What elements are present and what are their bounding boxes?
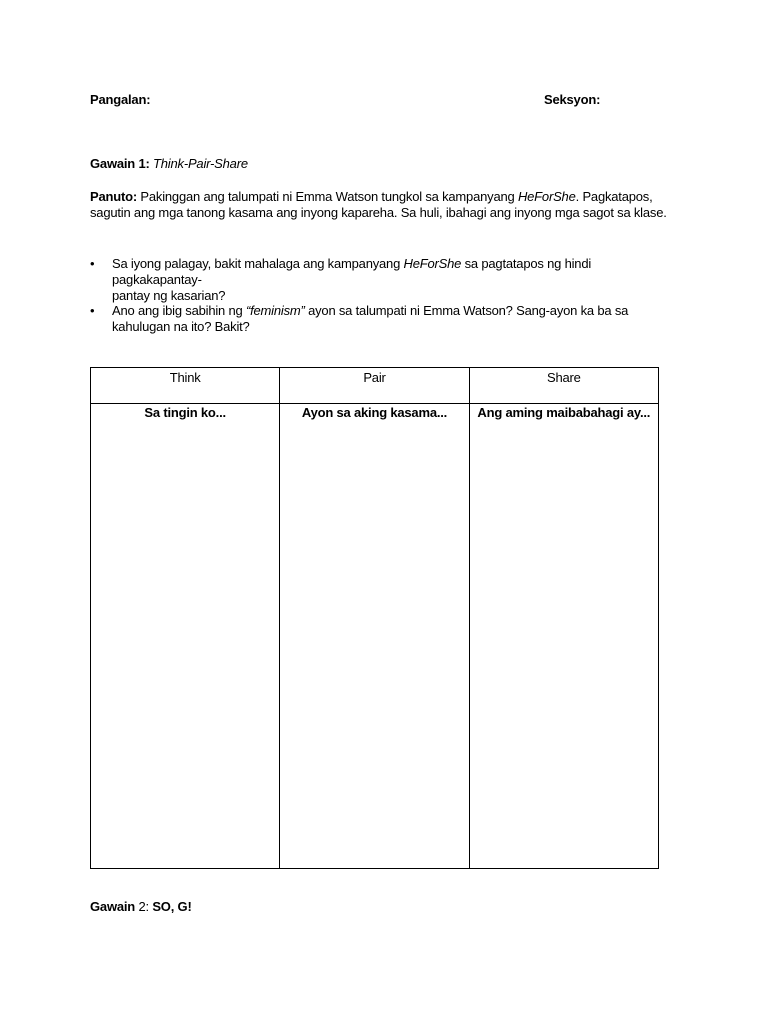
question-1-emphasis: HeForShe bbox=[403, 256, 462, 271]
activity-1-title: Think-Pair-Share bbox=[153, 156, 248, 171]
question-1-part-2: sa pagtatapos ng hindi pagkakapantay- bbox=[112, 256, 592, 287]
instructions-text-1: Pakinggan ang talumpati ni Emma Watson tungkol sa kampanyang bbox=[140, 189, 515, 204]
instructions-line-1 bbox=[90, 189, 690, 205]
pair-prompt: Ayon sa aking kasama... bbox=[301, 405, 448, 420]
bullet-icon: • bbox=[90, 303, 95, 318]
activity-2-heading bbox=[90, 899, 192, 914]
think-answer-cell[interactable] bbox=[91, 404, 280, 869]
instructions-line-2: sagutin ang mga tanong kasama ang inyong kapareha. Sa huli, ibahagi ang inyong mga sagot sa klase. bbox=[90, 205, 667, 220]
activity-1-label: Gawain 1: bbox=[90, 156, 150, 171]
section-label: Seksyon: bbox=[544, 92, 601, 107]
question-2-emphasis: “feminism” bbox=[245, 303, 305, 318]
question-2-line-2: kahulugan na ito? Bakit? bbox=[112, 319, 250, 334]
activity-2-title: SO, G! bbox=[152, 899, 192, 914]
campaign-name: HeForShe bbox=[517, 189, 576, 204]
table-body-row bbox=[91, 404, 659, 869]
activity-2-label: Gawain bbox=[90, 899, 136, 914]
question-1-line-2: pantay ng kasarian? bbox=[112, 288, 226, 303]
think-prompt: Sa tingin ko... bbox=[144, 405, 226, 420]
name-label: Pangalan: bbox=[90, 92, 151, 107]
table-header-row bbox=[91, 368, 659, 404]
instructions-label: Panuto: bbox=[90, 189, 137, 204]
activity-2-number: 2: bbox=[135, 899, 149, 914]
header-share: Share bbox=[469, 368, 658, 404]
pair-answer-cell[interactable] bbox=[280, 404, 469, 869]
question-2-part-2: ayon sa talumpati ni Emma Watson? Sang-ayon ka ba sa bbox=[308, 303, 629, 318]
header-pair: Pair bbox=[280, 368, 469, 404]
question-1-part-1: Sa iyong palagay, bakit mahalaga ang kampanyang bbox=[112, 256, 401, 271]
share-answer-cell[interactable] bbox=[469, 404, 658, 869]
bullet-icon: • bbox=[90, 256, 95, 271]
question-2 bbox=[90, 303, 690, 335]
instructions-text-2: . Pagkatapos, bbox=[575, 189, 653, 204]
think-pair-share-table bbox=[90, 367, 659, 869]
question-2-part-1: Ano ang ibig sabihin ng bbox=[112, 303, 243, 318]
activity-1-heading bbox=[90, 156, 248, 171]
share-prompt: Ang aming maibabahagi ay... bbox=[477, 405, 651, 420]
header-think: Think bbox=[91, 368, 280, 404]
instructions bbox=[90, 189, 690, 221]
question-1 bbox=[90, 256, 690, 303]
